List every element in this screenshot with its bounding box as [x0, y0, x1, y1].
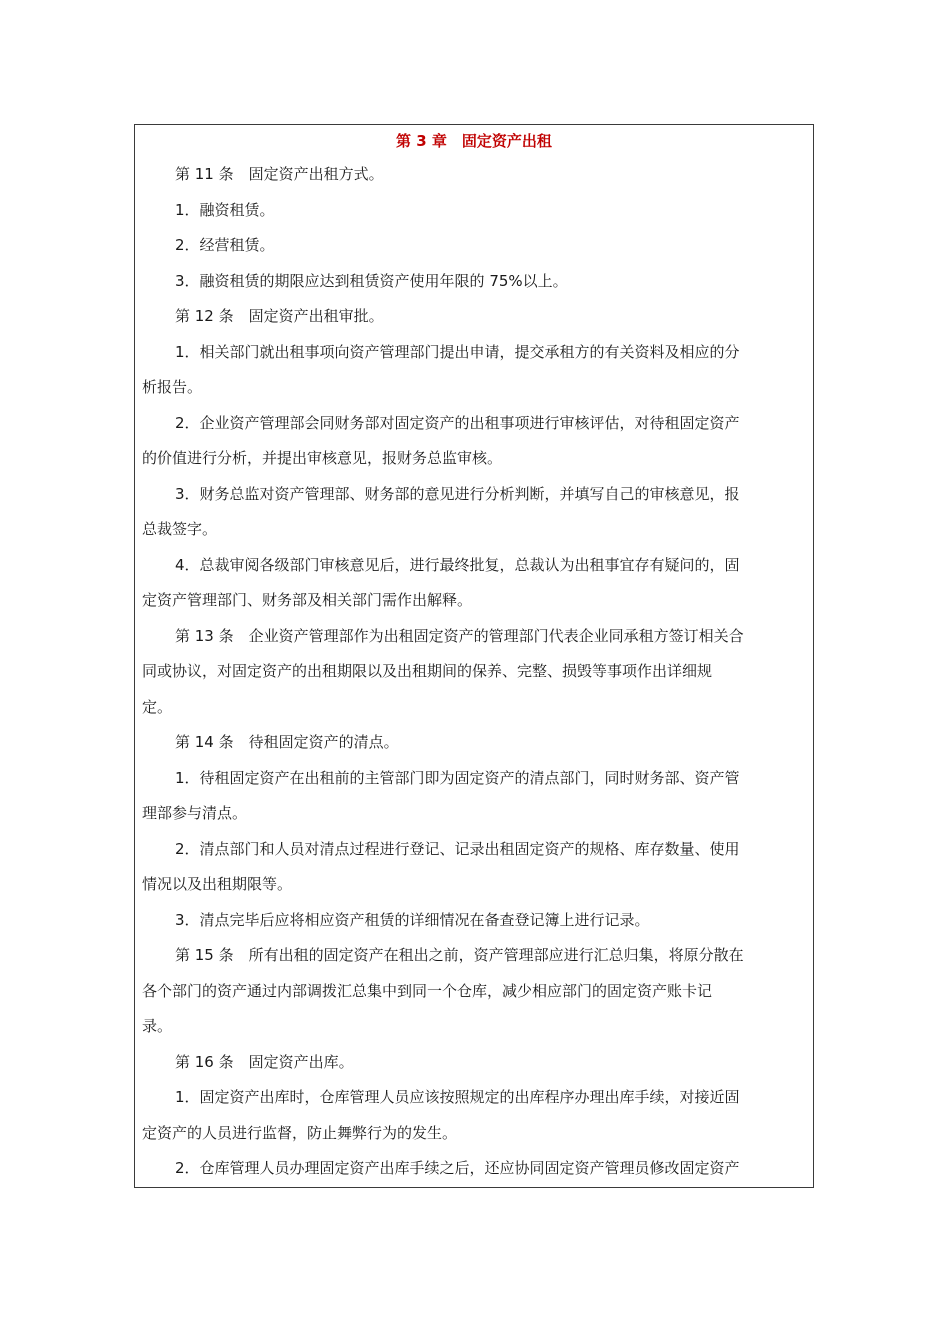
paragraph-line: 总裁签字。 [142, 520, 218, 538]
paragraph-line: 2．清点部门和人员对清点过程进行登记、记录出租固定资产的规格、库存数量、使用 [175, 840, 740, 858]
paragraph-line: 2．仓库管理人员办理固定资产出库手续之后，还应协同固定资产管理员修改固定资产 [175, 1159, 740, 1177]
paragraph-line: 的价值进行分析，并提出审核意见，报财务总监审核。 [142, 449, 503, 467]
paragraph-line: 4．总裁审阅各级部门审核意见后，进行最终批复，总裁认为出租事宜存有疑问的，固 [175, 556, 740, 574]
clause-heading-14: 第 14 条 待租固定资产的清点。 [175, 733, 399, 751]
paragraph-line: 定。 [142, 698, 173, 716]
paragraph-line: 1．待租固定资产在出租前的主管部门即为固定资产的清点部门，同时财务部、资产管 [175, 769, 740, 787]
paragraph-line: 析报告。 [142, 378, 203, 396]
paragraph-line: 录。 [142, 1017, 173, 1035]
clause-heading-11: 第 11 条 固定资产出租方式。 [175, 165, 384, 183]
paragraph-line: 定资产的人员进行监督，防止舞弊行为的发生。 [142, 1124, 458, 1142]
list-item: 3．清点完毕后应将相应资产租赁的详细情况在备查登记簿上进行记录。 [175, 911, 650, 929]
document-frame [134, 124, 814, 1188]
paragraph-line: 情况以及出租期限等。 [142, 875, 293, 893]
paragraph-line: 1．相关部门就出租事项向资产管理部门提出申请，提交承租方的有关资料及相应的分 [175, 343, 740, 361]
list-item: 2．经营租赁。 [175, 236, 275, 254]
chapter-title: 第 3 章 固定资产出租 [396, 132, 552, 150]
clause-heading-12: 第 12 条 固定资产出租审批。 [175, 307, 384, 325]
paragraph-line: 同或协议，对固定资产的出租期限以及出租期间的保养、完整、损毁等事项作出详细规 [142, 662, 713, 680]
clause-heading-15: 第 15 条 所有出租的固定资产在租出之前，资产管理部应进行汇总归集，将原分散在 [175, 946, 744, 964]
clause-heading-13: 第 13 条 企业资产管理部作为出租固定资产的管理部门代表企业同承租方签订相关合 [175, 627, 744, 645]
paragraph-line: 定资产管理部门、财务部及相关部门需作出解释。 [142, 591, 473, 609]
list-item: 3．融资租赁的期限应达到租赁资产使用年限的 75%以上。 [175, 272, 568, 290]
paragraph-line: 理部参与清点。 [142, 804, 248, 822]
paragraph-line: 1．固定资产出库时，仓库管理人员应该按照规定的出库程序办理出库手续，对接近固 [175, 1088, 740, 1106]
paragraph-line: 2．企业资产管理部会同财务部对固定资产的出租事项进行审核评估，对待租固定资产 [175, 414, 740, 432]
clause-heading-16: 第 16 条 固定资产出库。 [175, 1053, 354, 1071]
list-item: 1．融资租赁。 [175, 201, 275, 219]
paragraph-line: 3．财务总监对资产管理部、财务部的意见进行分析判断，并填写自己的审核意见，报 [175, 485, 740, 503]
paragraph-line: 各个部门的资产通过内部调拨汇总集中到同一个仓库，减少相应部门的固定资产账卡记 [142, 982, 713, 1000]
